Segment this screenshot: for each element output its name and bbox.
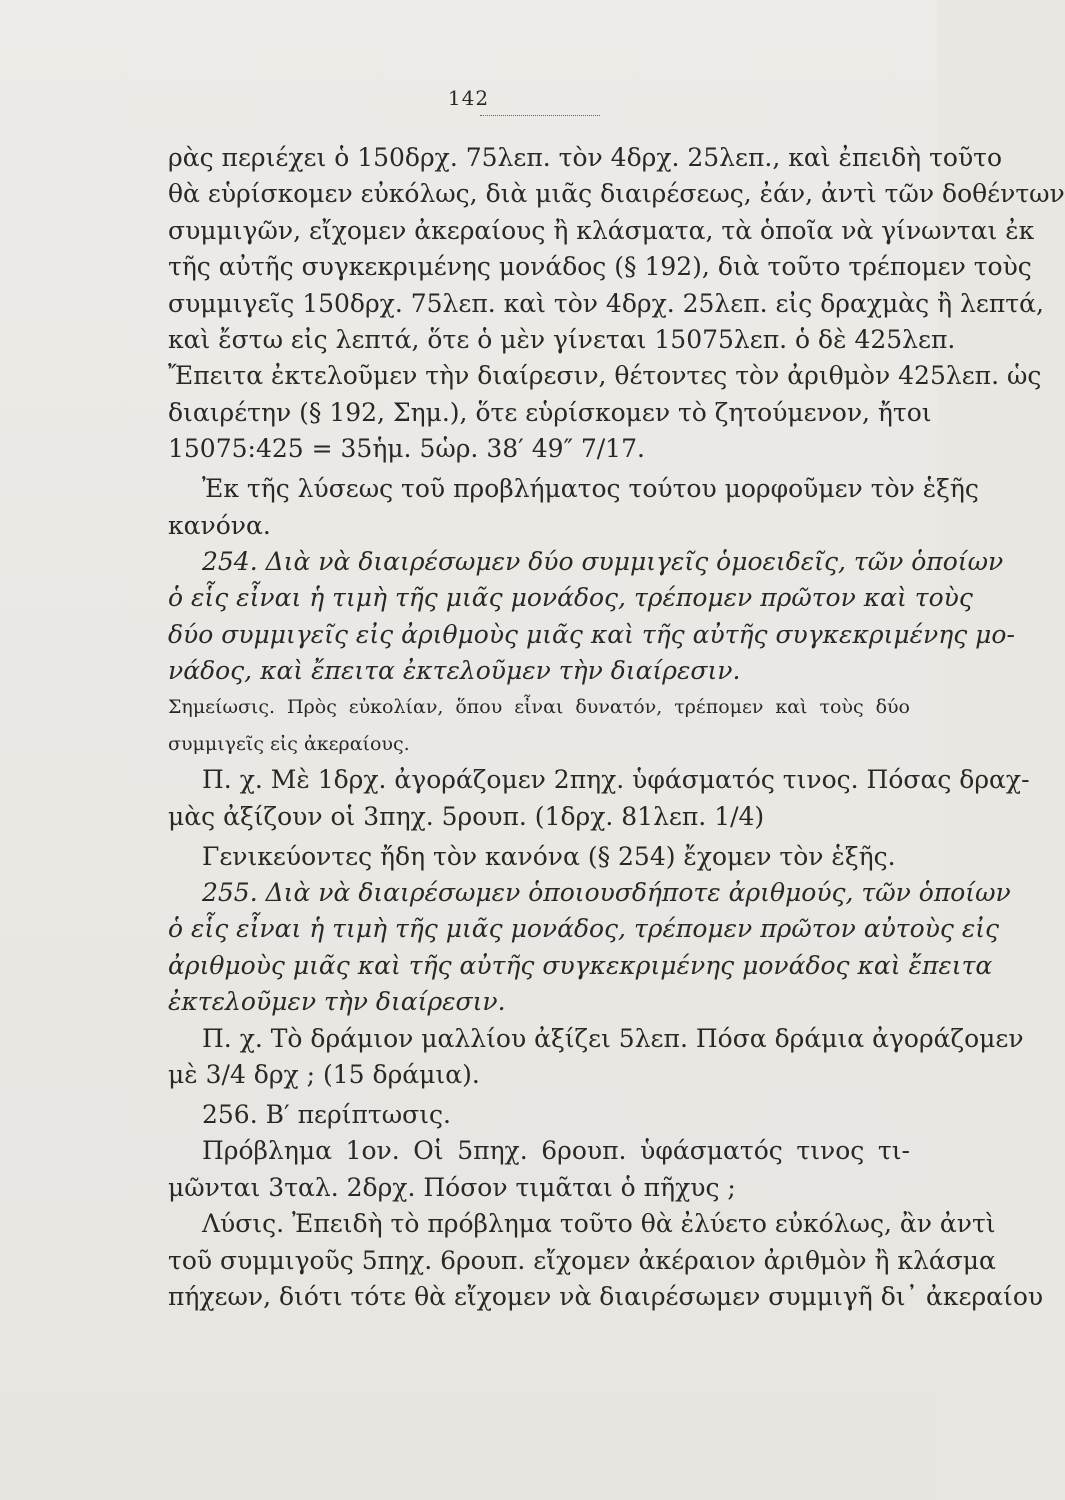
text-line: διαιρέτην (§ 192, Σημ.), ὅτε εὑρίσκομεν τὸ ζητούμενον, ἤτοι	[168, 397, 932, 427]
section-heading: 256. Β′ περίπτωσις.	[202, 1099, 451, 1129]
example-line: μὲ 3/4 δρχ ; (15 δράμια).	[168, 1059, 480, 1089]
rule-254-line: ὁ εἷς εἶναι ἡ τιμὴ τῆς μιᾶς μονάδος, τρέπομεν πρῶτον καὶ τοὺς	[168, 583, 973, 613]
rule-255-line: ὁ εἷς εἶναι ἡ τιμὴ τῆς μιᾶς μονάδος, τρέπομεν πρῶτον αὐτοὺς εἰς	[168, 914, 1000, 944]
text-line: κανόνα.	[168, 510, 271, 540]
equation-line: 15075:425 = 35ἡμ. 5ὡρ. 38′ 49″ 7/17.	[168, 434, 645, 464]
example-line: Π. χ. Τὸ δράμιον μαλλίου ἀξίζει 5λεπ. Πόσα δράμια ἀγοράζομεν	[202, 1023, 1024, 1053]
example-line: Π. χ. Μὲ 1δρχ. ἀγοράζομεν 2πηχ. ὑφάσματός τινος. Πόσας δραχ-	[202, 765, 1030, 795]
page-number-rule	[480, 115, 600, 116]
rule-254-line: δύο συμμιγεῖς εἰς ἀριθμοὺς μιᾶς καὶ τῆς αὐτῆς συγκεκριμένης μο-	[168, 619, 1015, 649]
rule-255-line: 255. Διὰ νὰ διαιρέσωμεν ὁποιουσδήποτε ἀριθμούς, τῶν ὁποίων	[202, 878, 1011, 908]
example-line: μὰς ἀξίζουν οἱ 3πηχ. 5ρουπ. (1δρχ. 81λεπ. 1/4)	[168, 801, 765, 831]
text-line: καὶ ἔστω εἰς λεπτά, ὅτε ὁ μὲν γίνεται 15075λεπ. ὁ δὲ 425λεπ.	[168, 324, 956, 354]
rule-255-line: ἀριθμοὺς μιᾶς καὶ τῆς αὐτῆς συγκεκριμένης μονάδος καὶ ἔπειτα	[168, 950, 993, 980]
rule-254-line: νάδος, καὶ ἔπειτα ἐκτελοῦμεν τὴν διαίρεσιν.	[168, 656, 741, 686]
page-text	[168, 140, 1065, 1315]
text-line: θὰ εὑρίσκομεν εὐκόλως, διὰ μιᾶς διαιρέσεως, ἐάν, ἀντὶ τῶν δοθέντων	[168, 179, 1065, 209]
solution-line: τοῦ συμμιγοῦς 5πηχ. 6ρουπ. εἴχομεν ἀκέραιον ἀριθμὸν ἢ κλάσμα	[168, 1245, 996, 1275]
text-line: ρὰς περιέχει ὁ 150δρχ. 75λεπ. τὸν 4δρχ. 25λεπ., καὶ ἐπειδὴ τοῦτο	[168, 143, 1003, 172]
rule-254-line: 254. Διὰ νὰ διαιρέσωμεν δύο συμμιγεῖς ὁμοειδεῖς, τῶν ὁποίων	[202, 546, 1004, 576]
text-line: Ἐκ τῆς λύσεως τοῦ προβλήματος τούτου μορφοῦμεν τὸν ἑξῆς	[202, 474, 979, 504]
text-line: Γενικεύοντες ἤδη τὸν κανόνα (§ 254) ἔχομεν τὸν ἑξῆς.	[202, 841, 896, 871]
text-line: συμμιγῶν, εἴχομεν ἀκεραίους ἢ κλάσματα, τὰ ὁποῖα νὰ γίνωνται ἐκ	[168, 215, 1035, 245]
text-line: συμμιγεῖς 150δρχ. 75λεπ. καὶ τὸν 4δρχ. 25λεπ. εἰς δραχμὰς ἢ λεπτά,	[168, 288, 1044, 318]
note-line: συμμιγεῖς εἰς ἀκεραίους.	[168, 732, 410, 755]
solution-line: Λύσις. Ἐπειδὴ τὸ πρόβλημα τοῦτο θὰ ἐλύετο εὐκόλως, ἂν ἀντὶ	[202, 1209, 996, 1239]
rule-255-line: ἐκτελοῦμεν τὴν διαίρεσιν.	[168, 987, 506, 1017]
solution-line: πήχεων, διότι τότε θὰ εἴχομεν νὰ διαιρέσωμεν συμμιγῆ δι᾽ ἀκεραίου	[168, 1281, 1044, 1311]
problem-line: Πρόβλημα 1ον. Οἱ 5πηχ. 6ρουπ. ὑφάσματός τινος τι-	[202, 1136, 910, 1166]
page-number: 142	[447, 86, 490, 110]
note-line: Σημείωσις. Πρὸς εὐκολίαν, ὅπου εἶναι δυνατόν, τρέπομεν καὶ τοὺς δύο	[168, 696, 910, 719]
problem-line: μῶνται 3ταλ. 2δρχ. Πόσον τιμᾶται ὁ πῆχυς ;	[168, 1172, 736, 1202]
text-line: Ἔπειτα ἐκτελοῦμεν τὴν διαίρεσιν, θέτοντες τὸν ἀριθμὸν 425λεπ. ὡς	[168, 361, 1042, 391]
text-line: τῆς αὐτῆς συγκεκριμένης μονάδος (§ 192), διὰ τοῦτο τρέπομεν τοὺς	[168, 252, 1032, 282]
